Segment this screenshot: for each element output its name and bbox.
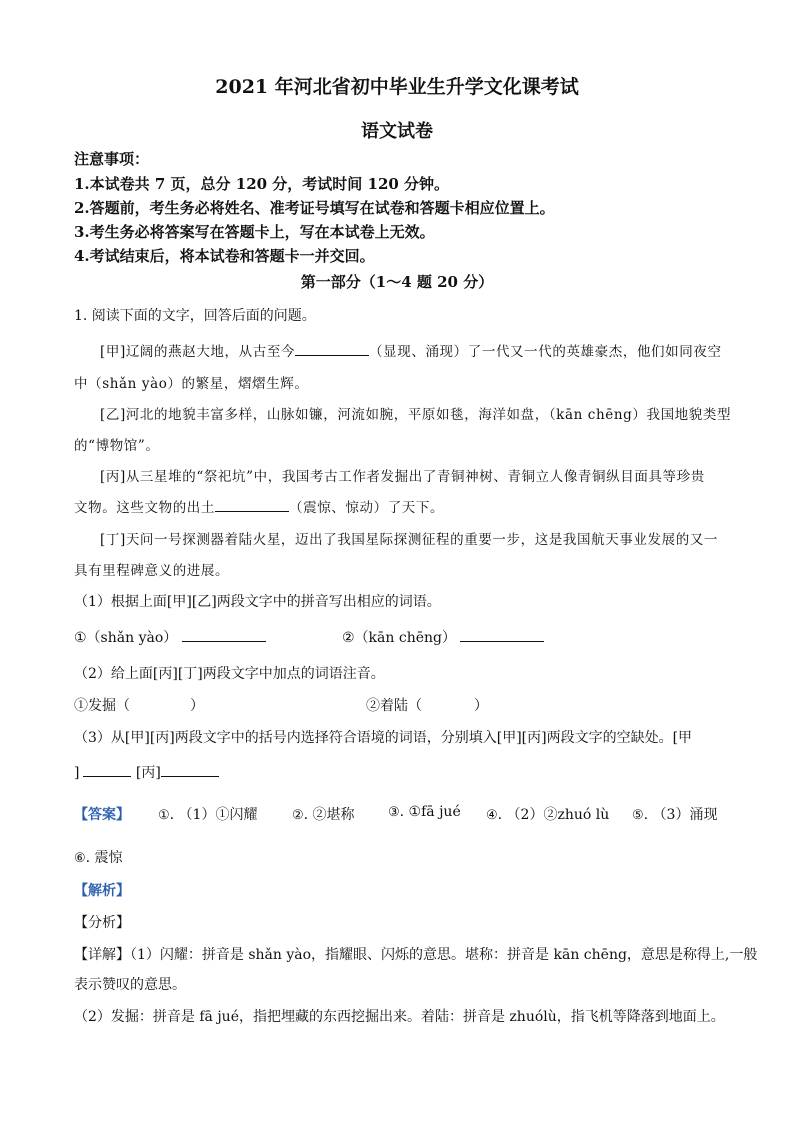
answer-num-6: ⑥ — [74, 851, 86, 866]
analysis-tag — [74, 880, 130, 900]
sub1-a — [74, 627, 266, 647]
passage-yi-line-2: 的“博物馆”。 — [74, 438, 160, 454]
sub3-cont — [74, 762, 219, 782]
answer-item-5 — [632, 804, 717, 824]
passage-ding-line-2: 具有里程碑意义的进展。 — [74, 563, 230, 579]
sub2-a-close: ） — [190, 698, 204, 714]
passage-bing-line-2 — [74, 496, 444, 516]
sub2-prompt: （2）给上面[丙][丁]两段文字中加点的词语注音。 — [74, 666, 385, 682]
analysis-detail-1: 【详解】（1）闪耀：拼音是 shǎn yào，指耀眼、闪烁的意思。堪称：拼音是 kān chēng，意思是称得上,一般 — [74, 947, 758, 963]
blank-bing[interactable] — [215, 511, 289, 512]
passage-bing-line-1: [丙]从三星堆的“祭祀坑”中，我国考古工作者发掘出了青铜神树、青铜立人像青铜纵目面具等珍贵 — [100, 469, 705, 485]
exam-subtitle: 语文试卷 — [361, 121, 433, 142]
sub2-a — [74, 695, 204, 715]
answer-tag-label: 【答案】 — [74, 807, 130, 823]
notice-item-3: 3.考生务必将答案写在答题卡上，写在本试卷上无效。 — [74, 223, 435, 241]
answer-text-2: . ②堪称 — [303, 807, 355, 823]
notice-item-2: 2.答题前，考生务必将姓名、准考证号填写在试卷和答题卡相应位置上。 — [74, 199, 555, 217]
passage-yi-line-1: [乙]河北的地貌丰富多样，山脉如镰，河流如腕，平原如毯，海洋如盘，（kān chēng）我国地貌类型 — [100, 407, 732, 423]
sub2-a-label: ①发掘（ — [74, 698, 130, 714]
answer-text-1: . （1）①闪耀 — [169, 807, 258, 823]
notice-item-4: 4.考试结束后，将本试卷和答题卡一并交回。 — [74, 247, 375, 265]
analysis-fenxi: 【分析】 — [74, 915, 130, 931]
analysis-detail-2: 表示赞叹的意思。 — [74, 977, 186, 993]
notice-item-1: 1.本试卷共 7 页，总分 120 分，考试时间 120 分钟。 — [74, 175, 450, 193]
passage-jia-line-1 — [100, 340, 722, 360]
answer-item-4 — [486, 804, 609, 824]
passage-bing-text-b: （震惊、惊动）了天下。 — [289, 500, 445, 516]
passage-jia-text-b: （显现、涌现）了一代又一代的英雄豪杰，他们如同夜空 — [369, 344, 722, 360]
analysis-detail-3: （2）发掘：拼音是 fā jué，指把埋藏的东西挖掘出来。着陆：拼音是 zhuólù，指飞机等降落到地面上。 — [74, 1009, 725, 1025]
sub1-b-label: ②（kān chēng） — [342, 630, 456, 646]
part-heading: 第一部分（1～4 题 20 分） — [300, 273, 494, 291]
question-stem: 1. 阅读下面的文字，回答后面的问题。 — [74, 308, 316, 324]
answer-tag — [74, 804, 130, 824]
sub2-b-close: ） — [474, 698, 488, 714]
passage-ding-line-1: [丁]天问一号探测器着陆火星，迈出了我国星际探测征程的重要一步，这是我国航天事业发展的又一 — [100, 532, 719, 548]
answer-text-6: . 震惊 — [85, 850, 123, 866]
passage-jia-line-2: 中（shǎn yào）的繁星，熠熠生辉。 — [74, 376, 309, 392]
answer-item-3 — [388, 804, 461, 820]
sub2-b — [366, 695, 488, 715]
answer-num-4: ④ — [486, 808, 498, 823]
passage-bing-text-a: 文物。这些文物的出土 — [74, 500, 215, 516]
answer-num-1: ① — [158, 808, 170, 823]
answer-num-5: ⑤ — [632, 808, 644, 823]
sub1-prompt: （1）根据上面[甲][乙]两段文字中的拼音写出相应的词语。 — [74, 594, 441, 610]
sub3-prompt: （3）从[甲][丙]两段文字中的括号内选择符合语境的词语，分别填入[甲][丙]两段文字的空缺处。[甲 — [74, 730, 693, 746]
sub1-a-blank[interactable] — [182, 641, 266, 642]
sub1-a-label: ①（shǎn yào） — [74, 630, 178, 646]
answer-text-4: . （2）②zhuó lù — [497, 807, 610, 823]
blank-jia[interactable] — [295, 355, 369, 356]
sub3-cont-b: [丙] — [135, 765, 161, 781]
sub1-b — [342, 627, 544, 647]
answer-text-5: . （3）涌现 — [643, 807, 718, 823]
sub1-b-blank[interactable] — [460, 641, 544, 642]
answer-text-3: . ①fā jué — [399, 804, 461, 820]
passage-jia-text-a: [甲]辽阔的燕赵大地，从古至今 — [100, 344, 296, 360]
sub3-cont-a: ] — [74, 765, 80, 781]
sub3-blank-jia[interactable] — [83, 776, 131, 777]
answer-item-2 — [292, 804, 355, 824]
notice-heading: 注意事项： — [74, 150, 150, 168]
exam-title: 2021 年河北省初中毕业生升学文化课考试 — [215, 76, 579, 98]
sub3-blank-bing[interactable] — [161, 776, 219, 777]
answer-num-2: ② — [292, 808, 304, 823]
answer-item-6 — [74, 847, 123, 867]
sub2-b-label: ②着陆（ — [366, 698, 422, 714]
analysis-tag-label: 【解析】 — [74, 883, 130, 899]
answer-item-1 — [158, 804, 257, 824]
answer-num-3: ③ — [388, 805, 400, 820]
